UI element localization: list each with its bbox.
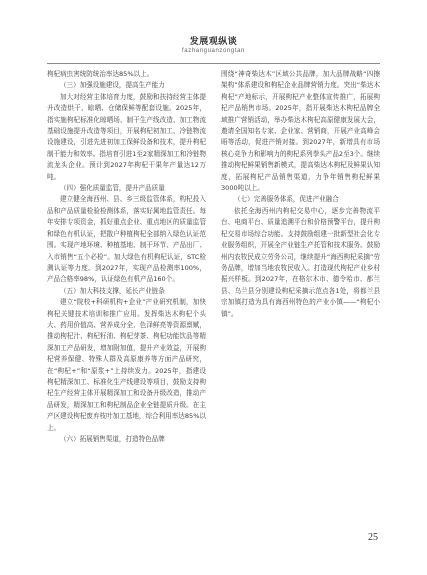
- section-heading: （三）加强设施建设，提高生产能力: [60, 81, 165, 90]
- column-title-pinyin: fazhanguanzongtan: [182, 48, 245, 54]
- body-paragraph: 建立“院校+科研机构+企业”产业研究机制，加快枸杞关键技术培训和推广应用。发挥柴达木枸杞个头大、药用价值高、营养成分全、色泽鲜亮等资源禀赋，推动枸杞汁、枸杞籽油、枸杞芽茶、枸杞功能饮品等精深加工产品研发，增加附加值，提升产业效益，开展枸杞营养保健、特殊人群及高原康养等方面产品研究，在“枸杞+”和“原浆+”上持续发力。2025年，指建设枸杞精深加工、标准化生产线建设等项目，鼓励支持枸杞生产经营主体开展精深加工和设备升级改造，推动产品研发，精深加工和枸杞制品企业全链提质升级。在主产区建设枸杞废弃枝叶加工基地，综合利用率达85%以上。: [47, 298, 206, 432]
- left-text-column: [47, 69, 206, 445]
- section-heading: （四）强化质量监管，提升产品质量: [60, 184, 165, 193]
- section-heading: （七）完善服务体系，促进产业融合: [234, 195, 339, 204]
- section-heading: （六）拓展销售渠道，打造特色品牌: [60, 435, 165, 443]
- section-heading: （五）加大科技支撑，延长产业链条: [60, 286, 165, 295]
- body-paragraph: 围绕“神奇柴达木”区域公共品牌，加大品牌战略“四擦架构”体系建设和枸杞企业品牌营销力度。突出“柴达木枸杞”产地标示，开展枸杞产业整体宣传推广，拓展枸杞产品销售市场。2025年，指开展柴达木枸杞品牌全域推广营销活动，举办柴达木枸杞高原健康发展大会，邀请全国知名专家、企业家、营销商，开展产业高峰会晤等活动，促进产销对接。到2027年，新增具有市场核心竞争力和影响力的枸杞系列拳头产品2至3个。继续推动枸杞鲜果销售新模式，提高柴达木枸杞及鲜果认知度，拓展枸杞产品销售渠道，力争年销售枸杞鲜果3000吨以上。: [221, 70, 380, 193]
- header-rule: [47, 63, 380, 64]
- column-title: 发展观纵谈: [189, 37, 238, 47]
- body-paragraph: 依托全海西州内枸杞交易中心，逐步完善物流平台、电商平台、质量追溯平台和价格预警平台，提升枸杞交易市场综合功能。支持鼓励组建一批新型社会化专业服务组织，开展全产业链生产托管和技术服务。鼓励州内农牧民成立劳务公司，继续提升“海西枸杞采摘”劳务品牌，增加当地农牧民收入。打造现代枸杞产业乡村振兴样板。到2027年，在格尔木市、德令哈市、都兰县、乌兰县分别建设枸杞采摘示范点各1处，将都兰县宗加镇打造为具有海西州特色的产业小镇——“枸杞小镇”。: [221, 206, 380, 318]
- masthead: [0, 34, 427, 54]
- body-paragraph: 枸杞病虫害统防统治率达85%以上。: [47, 70, 154, 78]
- right-text-column: [221, 69, 380, 320]
- body-paragraph: 建立健全海西州、县、乡三级监管体系，构杞投入品和产品质量检验检测体系，落实好属地监管责任。每年安排专项资金，抓好重点企业、重点地区的质量监管和绿色有机认证，把散户种植枸杞全部纳入绿色认证范围。实现产地环境、种植基地、制干环节、产品出厂、入市销售“五个必检”。加大绿色有机枸杞认证，STC检测认证等力度。到2027年，实现产品检测率100%，产品合格率98%，认证绿色有机产品160个。: [47, 195, 206, 284]
- page-number: 25: [368, 532, 378, 543]
- body-paragraph: 加大对经营主体培育力度，鼓励和扶持经营主体提升改造烘干、晾晒、仓储保鲜等配套设施。2025年，指实施枸杞标准化晾晒场、制干生产线改造、加工物流基础设施提升改造等项目，开展枸杞初加工、冷链物流设施建设，引进先进初加工保鲜设备和技术，提升枸杞制干能力和效率。指培育引进1至2家精深加工和冷链物流龙头企业。预计到2027年枸杞干果年产量达12万吨。: [47, 92, 206, 181]
